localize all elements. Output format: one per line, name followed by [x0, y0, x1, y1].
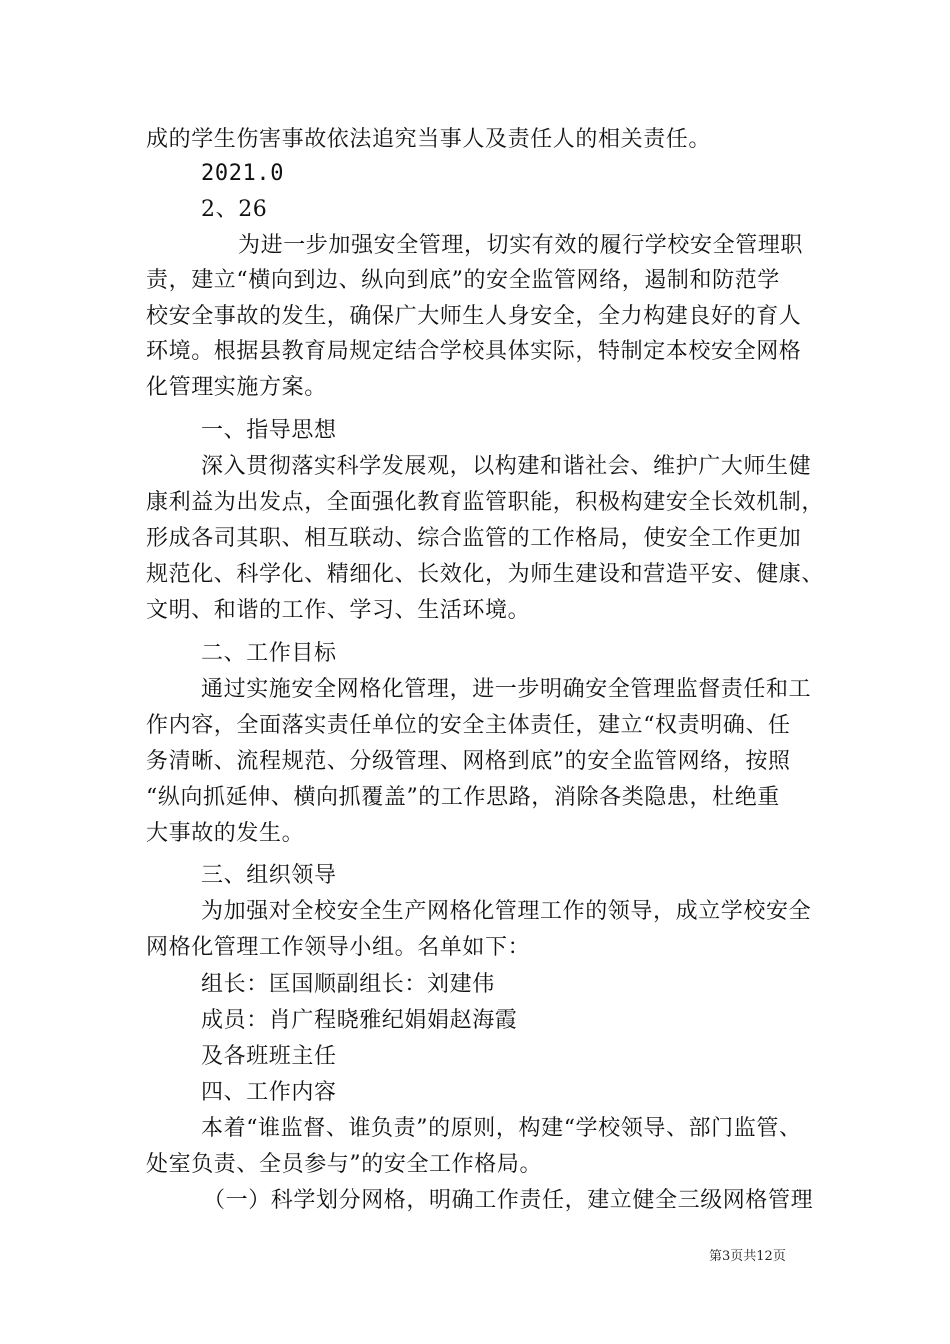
paragraph-line: 责，建立“横向到边、纵向到底”的安全监管网络，遏制和防范学 — [146, 268, 780, 293]
paragraph-line: 本着“谁监督、谁负责”的原则，构建“学校领导、部门监管、 — [201, 1116, 802, 1141]
paragraph-line: 校安全事故的发生，确保广大师生人身安全，全力构建良好的育人 — [146, 304, 802, 329]
section-heading: 一、指导思想 — [201, 418, 337, 443]
paragraph-line: 务清晰、流程规范、分级管理、网格到底”的安全监管网络，按照 — [146, 749, 791, 774]
paragraph-line: 规范化、科学化、精细化、长效化，为师生建设和营造平安、健康、 — [146, 562, 825, 587]
paragraph-line: 及各班班主任 — [201, 1044, 337, 1069]
paragraph-line: 深入贯彻落实科学发展观，以构建和谐社会、维护广大师生健 — [201, 454, 812, 479]
paragraph-line: 文明、和谐的工作、学习、生活环境。 — [146, 598, 531, 623]
section-heading: 四、工作内容 — [201, 1080, 337, 1105]
paragraph-line: 化管理实施方案。 — [146, 375, 327, 400]
date-line: 2021.0 — [201, 161, 285, 186]
section-heading: 三、组织领导 — [201, 863, 337, 888]
paragraph-line: 成员：肖广程晓雅纪娟娟赵海霞 — [201, 1008, 518, 1033]
paragraph-line: 处室负责、全员参与”的安全工作格局。 — [146, 1152, 543, 1177]
page-number: 第3页共12页 — [709, 1249, 786, 1264]
paragraph-line: 为加强对全校安全生产网格化管理工作的领导，成立学校安全 — [201, 899, 812, 924]
paragraph-line: 康利益为出发点，全面强化教育监管职能，积极构建安全长效机制， — [146, 490, 825, 515]
paragraph-line: 成的学生伤害事故依法追究当事人及责任人的相关责任。 — [146, 127, 712, 152]
paragraph-line: 环境。根据县教育局规定结合学校具体实际，特制定本校安全网格 — [146, 339, 802, 364]
paragraph-line: 网格化管理工作领导小组。名单如下： — [146, 935, 531, 960]
paragraph-line: 组长：匡国顺副组长：刘建伟 — [201, 972, 495, 997]
section-heading: 二、工作目标 — [201, 641, 337, 666]
paragraph-line: 作内容，全面落实责任单位的安全主体责任，建立“权责明确、任 — [146, 713, 791, 738]
paragraph-line: （一）科学划分网格，明确工作责任，建立健全三级网格管理 — [203, 1188, 814, 1213]
paragraph-line: 大事故的发生。 — [146, 821, 305, 846]
paragraph-line: 为进一步加强安全管理，切实有效的履行学校安全管理职 — [238, 233, 804, 258]
date-line: 2、26 — [201, 197, 268, 222]
paragraph-line: “纵向抓延伸、横向抓覆盖”的工作思路，消除各类隐患，杜绝重 — [146, 785, 780, 810]
paragraph-line: 通过实施安全网格化管理，进一步明确安全管理监督责任和工 — [201, 677, 812, 702]
paragraph-line: 形成各司其职、相互联动、综合监管的工作格局，使安全工作更加 — [146, 526, 802, 551]
